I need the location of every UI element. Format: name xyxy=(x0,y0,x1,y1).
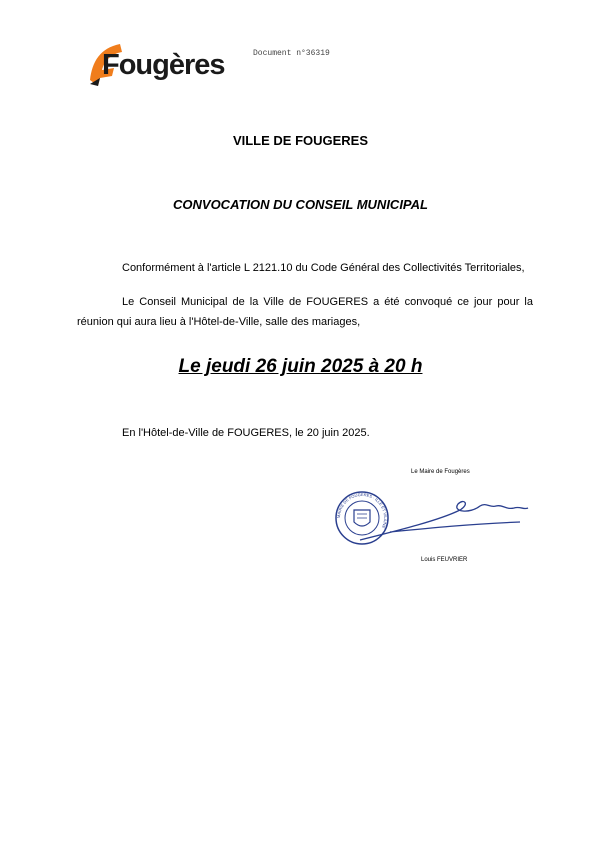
document-number: Document n°36319 xyxy=(253,49,330,58)
convocation-line-1: Le Conseil Municipal de la Ville de FOUGERES a été convoqué ce jour pour la xyxy=(122,296,533,308)
official-stamp xyxy=(336,492,388,544)
legal-reference-paragraph: Conformément à l'article L 2121.10 du Code Général des Collectivités Territoriales, xyxy=(122,262,525,274)
mayor-title: Le Maire de Fougères xyxy=(411,469,470,475)
convocation-line-2: réunion qui aura lieu à l'Hôtel-de-Ville, salle des mariages, xyxy=(77,316,361,328)
meeting-date: Le jeudi 26 juin 2025 à 20 h xyxy=(178,356,423,377)
fougeres-logo xyxy=(86,40,256,90)
document-subtitle: CONVOCATION DU CONSEIL MUNICIPAL xyxy=(173,197,428,212)
stamp-text: MAIRIE DE FOUGERES · ILLE ET VILAINE xyxy=(335,491,389,530)
convocation-paragraph xyxy=(77,292,533,332)
signature-block xyxy=(330,480,530,550)
place-and-date: En l'Hôtel-de-Ville de FOUGERES, le 20 juin 2025. xyxy=(122,427,370,439)
mayor-name: Louis FEUVRIER xyxy=(421,557,468,563)
logo-text: Fougères xyxy=(102,49,225,81)
document-title: VILLE DE FOUGERES xyxy=(232,133,369,148)
